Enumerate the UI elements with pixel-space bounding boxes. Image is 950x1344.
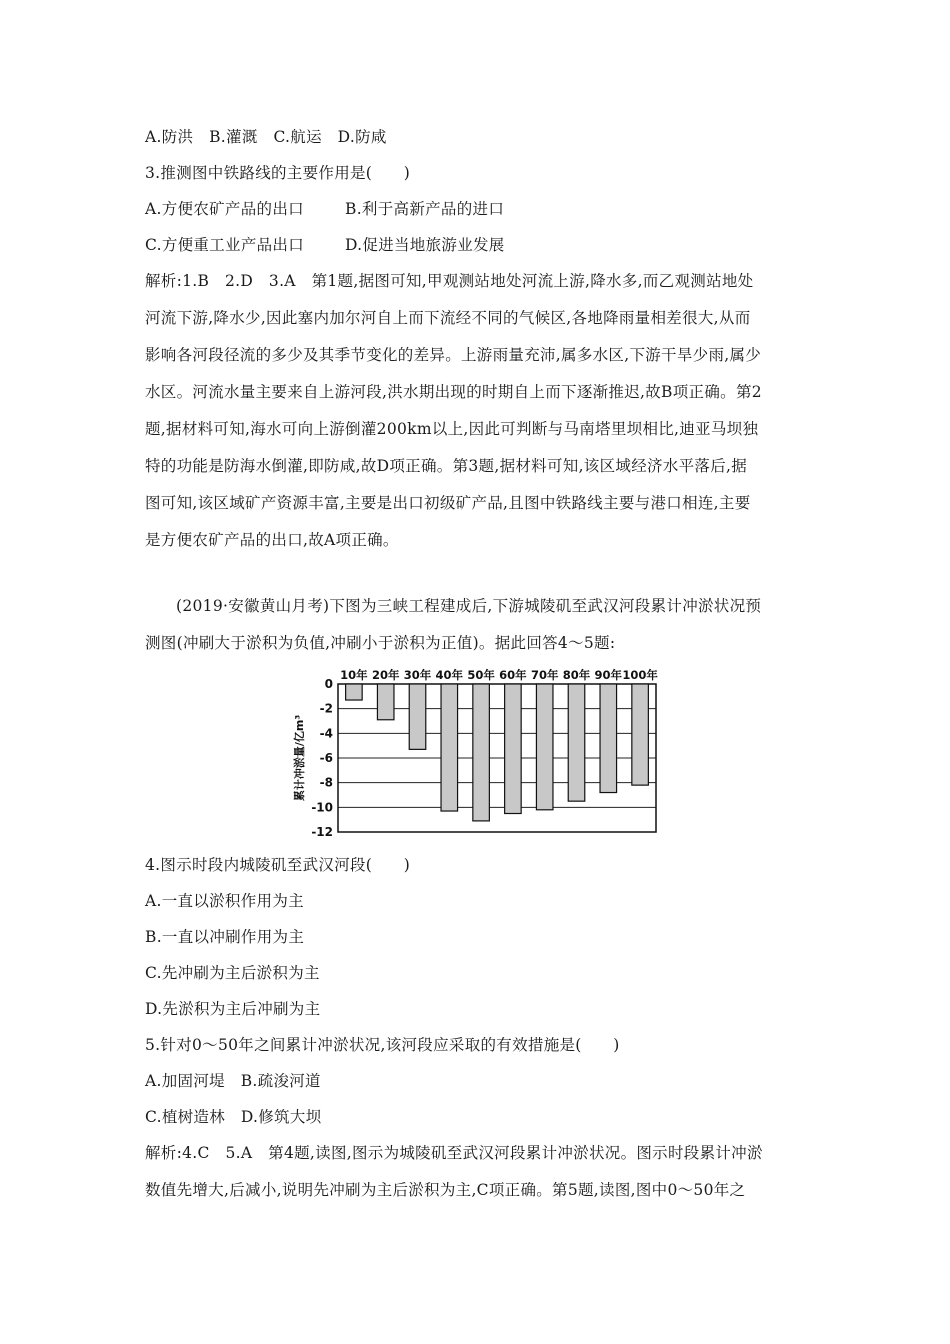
analysis1-line: 解析:1.B 2.D 3.A 第1题,据图可知,甲观测站地处河流上游,降水多,而乙观测站地处 [145, 272, 754, 290]
category-label: 50年 [467, 668, 495, 682]
analysis1-line: 水区。河流水量主要来自上游河段,洪水期出现的时期自上而下逐渐推迟,故B项正确。第2 [145, 383, 762, 401]
q4-option: B.一直以冲刷作用为主 [145, 928, 305, 946]
category-label: 40年 [435, 668, 464, 682]
category-label: 100年 [622, 668, 658, 682]
q3-options-row2 [145, 235, 505, 255]
y-axis-label: 累计冲淤量/亿m³ [293, 714, 306, 802]
category-label: 30年 [403, 668, 432, 682]
q3-stem: 3.推测图中铁路线的主要作用是( ) [145, 164, 411, 182]
category-label: 10年 [340, 668, 368, 682]
q4-option: C.先冲刷为主后淤积为主 [145, 964, 320, 982]
analysis1-line: 影响各河段径流的多少及其季节变化的差异。上游雨量充沛,属多水区,下游干旱少雨,属少 [145, 346, 762, 364]
analysis1-line: 特的功能是防海水倒灌,即防咸,故D项正确。第3题,据材料可知,该区域经济水平落后,据 [145, 457, 748, 475]
q4-option: D.先淤积为主后冲刷为主 [145, 1000, 321, 1018]
y-tick-label: -4 [319, 726, 333, 741]
q5-stem: 5.针对0～50年之间累计冲淤状况,该河段应采取的有效措施是( ) [145, 1036, 620, 1054]
bar [473, 684, 490, 821]
analysis1-line: 题,据材料可知,海水可向上游倒灌200km以上,因此可判断与马南塔里坝相比,迪亚马坝独 [145, 420, 759, 438]
q5-options-row2: C.植树造林 D.修筑大坝 [145, 1108, 322, 1126]
category-label: 80年 [562, 668, 591, 682]
analysis1-line: 河流下游,降水少,因此塞内加尔河自上而下流经不同的气候区,各地降雨量相差很大,从而 [145, 309, 751, 327]
q3-options-row1 [145, 199, 504, 219]
bar [346, 684, 363, 700]
intro-line: 测图(冲刷大于淤积为负值,冲刷小于淤积为正值)。据此回答4～5题: [145, 634, 616, 652]
bar [600, 684, 617, 793]
q4-stem: 4.图示时段内城陵矶至武汉河段( ) [145, 856, 411, 874]
category-label: 20年 [371, 668, 400, 682]
y-tick-label: -2 [319, 701, 333, 716]
bar-chart-svg [290, 664, 670, 840]
category-label: 60年 [499, 668, 527, 682]
bar [632, 684, 649, 785]
bar [441, 684, 458, 811]
chart-canvas [290, 664, 670, 840]
q3-option-b: B.利于高新产品的进口 [345, 200, 505, 218]
q5-options-row1: A.加固河堤 B.疏浚河道 [145, 1072, 321, 1090]
y-tick-label: -6 [319, 751, 333, 765]
sediment-chart [290, 664, 670, 840]
analysis2-line: 解析:4.C 5.A 第4题,读图,图示为城陵矶至武汉河段累计冲淤状况。图示时段累计冲淤 [145, 1144, 763, 1162]
analysis1-line: 图可知,该区域矿产资源丰富,主要是出口初级矿产品,且图中铁路线主要与港口相连,主要 [145, 494, 751, 512]
category-label: 90年 [594, 668, 623, 682]
y-tick-label: -10 [311, 800, 333, 815]
q3-option-d: D.促进当地旅游业发展 [345, 236, 505, 254]
q3-option-c: C.方便重工业产品出口 [145, 236, 305, 254]
y-tick-label: -12 [311, 825, 333, 839]
q2-options: A.防洪 B.灌溉 C.航运 D.防咸 [145, 128, 387, 146]
analysis1-line: 是方便农矿产品的出口,故A项正确。 [145, 531, 399, 549]
category-label: 70年 [530, 668, 559, 682]
q4-option: A.一直以淤积作用为主 [145, 892, 304, 910]
intro-line: (2019·安徽黄山月考)下图为三峡工程建成后,下游城陵矶至武汉河段累计冲淤状况预 [176, 597, 762, 615]
bar [568, 684, 585, 801]
bar [377, 684, 394, 720]
bar [536, 684, 553, 810]
bar [409, 684, 426, 749]
y-tick-label: -8 [319, 775, 333, 790]
bar [505, 684, 522, 814]
y-tick-label: 0 [324, 677, 333, 691]
q3-option-a: A.方便农矿产品的出口 [145, 200, 304, 218]
analysis2-line: 数值先增大,后减小,说明先冲刷为主后淤积为主,C项正确。第5题,读图,图中0～50年之 [145, 1181, 746, 1199]
